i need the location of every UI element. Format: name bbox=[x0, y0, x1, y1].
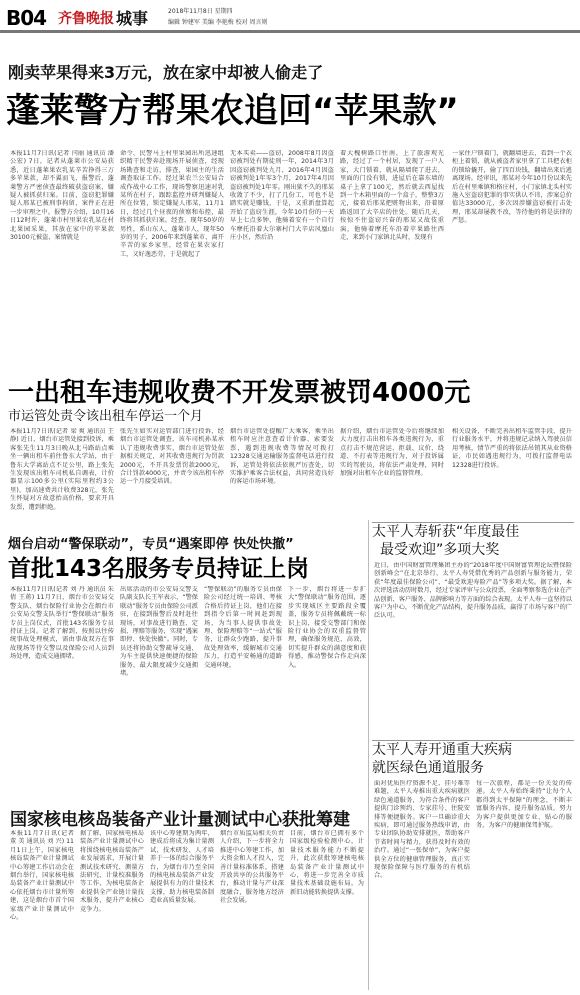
story2-col-1: 本报11月7日讯(记者 梁 爽 通讯员 王静) 近日，烟台市运管处接到投诉，乘客张先生11月3日晚从北马路站点乘坐一辆出租车前往鲁东大学站，由于鲁东大学离站点不足公里，路上张先生发现该出租车司机私自调表，计价器显示100多公里(实际里程约3公里)，加高速费共计收费328元，张先生怀疑对方故意抬高价格，要求开具发票，遭到拒绝。 bbox=[10, 428, 114, 511]
story1-col-2: 命令，民警马上村里果园出所迅速组织精干民警奔赴现场开展侦查，经现场勘查和走访，排查，果园主的生活调查取证工作。经过果农兰公安局合成作战中心工作，现场警察迅速对乳某所在村子，跟踪监控并研判嫌疑人所在位置，锁定嫌疑人邢某，11月1日，经过几个昼夜的侦察和布控，最终将其抓获归案。经查，现年50岁的男性，系山东人，蓬莱市人，现年50岁的男子，2006年来到蓬莱市，离开辛苦的家乡家里，经常在果农家打工，又好逸恶劳，于是就起了 bbox=[120, 150, 224, 258]
story1-col-1: 本报11月7日讯(记者 闫丽 通讯员 潘公宏) 7日，记者从蓬莱市公安局获悉，近日蓬莱果农乳某辛苦挣得三万多苹果款，却不翼而飞，报警后，蓬莱警方严密侦查最终破获盗窃案，嫌疑人被抓获归案。目前，盗窃犯罪嫌疑人邢某已被刑事拘留，案件正在进一步审理之中。报警方介绍，10月16日12时许，蓬莱市村里果农乳某在村北果园采果，其放在家中的苹果款30100元被盗，案情就是 bbox=[10, 150, 114, 242]
story3-kicker: 烟台启动“警保联动”，专员“遇案即停 快处快撤” bbox=[8, 537, 294, 552]
ad-box-taiping-award bbox=[372, 522, 574, 559]
box2-title-line2: 就医绿色通道服务 bbox=[372, 760, 484, 776]
story3-col-2: 出席活动的市公安局交警支队副支队长王军表示，“警保联动”服务专员由保险公司派驻，在接到报警后及时赶往现场，对事故进行勘查、定损、理赔等服务，实现“遇案即停、快处快撤”。同时，专员还将协助交警疏导交通，为车主提供快速便捷的保险服务，最大限度减少交通拥堵。 bbox=[120, 586, 198, 678]
section-title: 城事 bbox=[116, 9, 149, 28]
staff-line: 编辑 钟建军 美编 李艳梅 校对 周言则 bbox=[168, 19, 268, 26]
story3-col-4: 下一步，烟台将进一步扩大“警保联动”服务范围，逐步实现城区主要路段全覆盖，服务专员将佩戴统一标识上岗，接受交警部门和保险行业协会的双重监督管理，确保服务规范、高效，切实提升群众的满意度和获得感，推动警保合作走向深入。 bbox=[288, 586, 366, 669]
page-number: B04 bbox=[6, 6, 47, 30]
header-rule bbox=[0, 30, 580, 33]
box1-body: 近日，由中国财富管理集团主办的“2018年度中国财富管理论坛暨保险创新峰会”在北京举行，太平人寿凭借优秀的产品创新与服务能力，荣获“年度最佳保险公司”、“最受欢迎寿险产品”等多项大奖。据了解，本次评选活动历时数月，经过专家评审与公众投票，全面考察参选企业在产品创新、客户服务、品牌影响力等方面的综合表现。太平人寿一直坚持以客户为中心，不断优化产品结构，提升服务品质，赢得了市场与客户的广泛认可。 bbox=[374, 562, 572, 620]
story1-headline: 蓬莱警方帮果农追回“苹果款” bbox=[6, 91, 459, 131]
story4-col-1: 本报11月7日讯(记者 董 美 通讯员 刘 兴) 11月1日上午，国家核电核岛装备产业计量测试中心筹建工作启动会在烟台举行，国家核电核岛装备产业计量测试中心依托烟台市计量所筹建，这是烟台市首个国家级产业计量测试中心。 bbox=[10, 830, 74, 922]
story1-col-4: 着大槐树路口往南，上了旅游观光路，经过了一个村居，发现了一户人家，大门锁着，就从隔墙爬了进去，里面的门没有锁，进屋后在靠东墙的桌子上拿了100元，然后就去西屋找到一个木箱里面的一个盒子，整整3万元，接着后邢某把赃物出来，沿着原路返回了大辛店的住处。随后几天，按惊不住盗窃兴奋的邢某又故伎重演，他骑着摩托车沿着苹果路往西走，来到小门家镇北头时，发现有 bbox=[340, 150, 444, 242]
box1-title-line2: 最受欢迎”多项大奖 bbox=[380, 542, 500, 558]
story3-col-3: “警保联动”的服务专员由保险公司经过统一培训、考核合格后持证上岗，他们在接到指令后第一时间赶到现场，为当事人提供事故处理、保险理赔等“一站式”服务，让群众少跑路，提升事故处理效率，缓解城市交通压力，打造平安畅通的道路交通环境。 bbox=[204, 586, 282, 669]
story1-subhead: 刚卖苹果得来3万元，放在家中却被人偷走了 bbox=[8, 63, 324, 82]
box2-body-more: 每一次旅程，都是一份关爱的传递。太平人寿始终秉持“让每个人都得到太平保障”的理念，不断丰富服务内容，提升服务品质，努力为客户提供更加专业、贴心的服务，为客户的健康保驾护航。 bbox=[476, 780, 572, 830]
story3-col-1: 本报11月7日讯(记者 刘 丹 通讯员 朱倩 王蒋) 11月7日，烟台市公安局交警支队、烟台保险行业协会在烟台市公安局交警支队举行“警保联动”服务专员上岗仪式，首批143名服务专员持证上岗。记者了解到，按照以往传统事故处理模式，需由事故双方在事故现场等待交警以及保险公司人员到场处理，造成交通拥堵。 bbox=[10, 586, 114, 661]
story2-col-4: 据介绍，烟台市运管处今后将继续加大力度打击出租车各类违规行为，重点打击不规范营运、拒载、议价、绕道、不打表等违规行为，对于投诉属实的驾驶员，将依法严肃处理，同时加强对出租车企业的监督管理。 bbox=[340, 428, 444, 478]
story4-col-2: 据了解，国家核电核岛装备产业计量测试中心将围绕核电核岛装备产业发展需求，开展计量测试技术研究、测量方法研究、计量校准服务等工作，为核电装备企业提供全产业链计量技术服务，提升产业核心竞争力。 bbox=[80, 830, 144, 913]
box2-body: 面对优质医疗资源不足、挂号难等难题，太平人寿推出重大疾病就医绿色通道服务，为符合条件的客户提供门诊预约、专家挂号、住院安排等便捷服务。客户一旦确诊重大疾病，即可通过服务热线申请，由专业团队协助安排就医，帮助客户节省时间与精力，获得及时有效的治疗。通过“一张保单”，为客户提供全方位的健康管理服务，真正实现保险保障与医疗服务的有机结合。 bbox=[374, 780, 470, 880]
page-header bbox=[0, 0, 580, 36]
ad-box-taiping-greenway bbox=[372, 740, 574, 777]
story3-headline: 首批143名服务专员持证上岗 bbox=[8, 556, 310, 582]
story1-col-5: 一家住户锁着门，就翻墙进去，看到一个衣柜上着锁，就从被盗者家里拿了工具把衣柜的锁给撬开，偷了四百块钱，翻墙出来后逃离现场。经审讯，邢某对今年10月份以来先后在村里乘镇和格庄村，小门家镇北头村实施入室盗窃犯罪的事实供认不讳，涉案总价值达33000元，多次因涉嫌盗窃被打击处理，邢某却屡教不改，等待他的将是法律的严惩。 bbox=[452, 150, 572, 225]
story4-col-4: 烟台市质监局相关负责人介绍，下一步将全力推进中心筹建工作，加大资金和人才投入，完善计量标准体系，搭建开放共享的公共服务平台，推动计量与产业深度融合，服务地方经济社会发展。 bbox=[220, 830, 284, 905]
column-divider bbox=[368, 520, 369, 990]
story2-col-2: 张先生如实对运管部门进行投诉，经烟台市运管处调查，该车司机孙某承认了违规收费事实，烟台市运管处依据相关规定，对其收费违规行为罚款2000元，不开具发票罚款2000元，合计罚款4000元，并责令该出租车停运一个月接受培训。 bbox=[120, 428, 224, 486]
box1-title-line1: 太平人寿斩获“年度最佳 bbox=[372, 524, 520, 540]
story2-col-5: 相关设备，不断完善出租车监管手段，提升行业服务水平，并将违规记录纳入驾驶员信用考核，情节严重的将依法吊销其从业资格证，市民如遇违规行为，可拨打监督电话12328进行投诉。 bbox=[452, 428, 572, 469]
story4-col-5: 目前，烟台市已拥有多个国家级检验检测中心，计量技术服务能力不断提升，此次获批筹建核电核岛装备产业计量测试中心，将进一步完善全市质量技术基础设施布局，为新旧动能转换提供支撑。 bbox=[290, 830, 364, 896]
story2-headline: 一出租车违规收费不开发票被罚4000元 bbox=[8, 378, 471, 408]
story4-headline: 国家核电核岛装备产业计量测试中心获批筹建 bbox=[10, 810, 350, 830]
story1-col-3: 无本买卖——盗窃，2008年8月因盗窃被判处有期徒刑一年，2014年3月因盗窃被判处九月，2016年4月因盗窃被判处1年零3个月，2017年4月因盗窃被判处1年零。刚出狱不久的邢某收敛了不少，打了几份工，可也不是踏实就是赚钱，于是，又重新盘算起开始了盗窃生涯，今年10月份的一天早上七点多钟，他骑着安有一个自行车摩托沿着大尔寨村门大辛店风凰山庄小区，然后沿 bbox=[230, 150, 334, 242]
story2-col-3: 烟台市运管处提醒广大乘客，乘坐出租车时应注意查看计价器、索要发票，遇到违规收费等情况可拨打12328交通运输服务监督电话进行投诉，运管处将依法依规严厉查处，切实维护乘客合法权益，共同营造良好的客运市场环境。 bbox=[230, 428, 334, 486]
story2-subhead: 市运管处责令该出租车停运一个月 bbox=[8, 409, 204, 424]
newspaper-logo: 齐鲁晚报 bbox=[58, 11, 114, 27]
issue-date: 2018年11月8日 星期四 bbox=[168, 8, 233, 15]
story4-col-3: 该中心筹建期为两年，建成后将成为集计量测试、技术研发、人才培养于一体的综合服务平台，为烟台市乃至全国的核电核岛装备产业发展提供有力的计量技术支撑，助力核电装备制造业高质量发展。 bbox=[150, 830, 214, 905]
box2-title-line1: 太平人寿开通重大疾病 bbox=[372, 742, 512, 758]
